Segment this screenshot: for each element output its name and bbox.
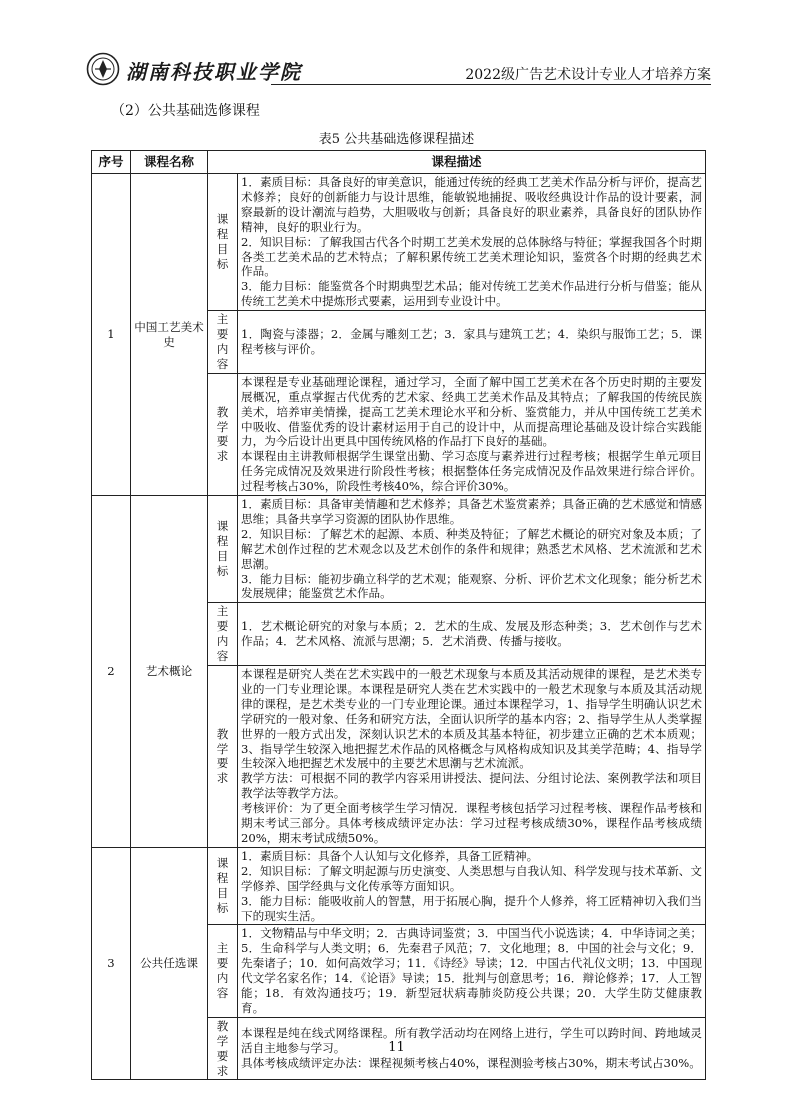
content-paragraph: 3．能力目标：能初步确立科学的艺术观；能观察、分析、评价艺术文化现象；能分析艺术发展规律；能鉴赏艺术作品。 (241, 571, 703, 601)
row-label: 主要内容 (208, 603, 238, 666)
row-label: 课程目标 (208, 847, 238, 925)
content-paragraph: 本课程由主讲教师根据学生课堂出勤、学习态度与素养进行过程考核；根据学生单元项目任务完成情况及效果进行阶段性考核；根据整体任务完成情况及作品效果进行综合评价。过程考核占30%，阶段性考核40%，综合评价30%。 (241, 449, 703, 494)
row-content (238, 373, 706, 495)
header-no: 序号 (92, 151, 131, 174)
course-number: 2 (92, 496, 131, 848)
content-paragraph: 3．能力目标：能鉴赏各个时期典型艺术品；能对传统工艺美术作品进行分析与借鉴；能从传统工艺美术中提炼形式要素，运用到专业设计中。 (241, 279, 703, 309)
table-header-row (92, 151, 706, 174)
content-paragraph: 2．知识目标：了解文明起源与历史演变、人类思想与自我认知、科学发现与技术革新、文学修养、国学经典与文化传承等方面知识。 (241, 863, 703, 893)
section-title: （2）公共基础选修课程 (111, 103, 260, 119)
course-name: 艺术概论 (131, 496, 208, 848)
content-paragraph: 1．素质目标：具备审美情趣和艺术修养；具备艺术鉴赏素养；具备正确的艺术感觉和情感思维；具备共享学习资源的团队协作思维。 (241, 497, 703, 526)
content-paragraph: 教学方法：可根据不同的教学内容采用讲授法、提问法、分组讨论法、案例教学法和项目教学法等教学方法。 (241, 771, 703, 801)
content-paragraph: 考核评价：为了更全面考核学生学习情况．课程考核包括学习过程考核、课程作品考核和期末考试三部分。具体考核成绩评定办法：学习过程考核成绩30%，课程作品考核成绩20%，期末考试成绩50%。 (241, 801, 703, 845)
content-paragraph: 本课程是专业基础理论课程，通过学习，全面了解中国工艺美术在各个历史时期的主要发展概况，重点掌握古代优秀的艺术家、经典工艺美术作品及其特点；了解我国的传统民族美术，培养审美情操，提高工艺美术理论水平和分析、鉴赏能力，并从中国传统工艺美术中吸收、借鉴优秀的设计素材运用于自己的设计中，从而提高理论基础及设计综合实践能力，为今后设计出更具中国传统风格的作品打下良好的基础。 (241, 374, 703, 449)
page-number: 11 (388, 1040, 405, 1055)
row-content (238, 496, 706, 603)
table-row (92, 174, 706, 311)
page-header (86, 50, 711, 90)
school-logo-icon (86, 52, 120, 86)
school-name: 湖南科技职业学院 (126, 60, 302, 84)
course-name: 公共任选课 (131, 847, 208, 1080)
course-number: 3 (92, 847, 131, 1080)
content-paragraph: 本课程是研究人类在艺术实践中的一般艺术现象与本质及其活动规律的课程，是艺术类专业的一门专业理论课。本课程是研究人类在艺术实践中的一般艺术现象与本质及其活动规律的课程，是艺术类专业的一门专业理论课。通过本课程学习，1、指导学生明确认识艺术学研究的一般对象、任务和研究方法，全面认识所学的基本内容；2、指导学生从人类掌握世界的一般方式出发，深刻认识艺术的本质及其基本特征，初步建立正确的艺术本质观；3、指导学生较深入地把握艺术作品的风格概念与风格构成知识及其美学范畴；4、指导学生较深入地把握艺术发展中的主要艺术思潮与艺术流派。 (241, 667, 703, 771)
course-name: 中国工艺美术史 (131, 174, 208, 496)
content-paragraph: 2．知识目标：了解艺术的起源、本质、种类及特征；了解艺术概论的研究对象及本质；了解艺术创作过程的艺术观念以及艺术创作的条件和规律；熟悉艺术风格、艺术流派和艺术思潮。 (241, 526, 703, 571)
row-content (238, 847, 706, 925)
content-paragraph: 3．能力目标：能吸收前人的智慧，用于拓展心胸，提升个人修养，将工匠精神切入我们当下的现实生活。 (241, 893, 703, 923)
content-paragraph: 1．艺术概论研究的对象与本质；2．艺术的生成、发展及形态种类；3．艺术创作与艺术作品；4．艺术风格、流派与思潮；5．艺术消费、传播与接收。 (241, 619, 703, 649)
content-paragraph: 1．素质目标：具备个人认知与文化修养，具备工匠精神。 (241, 848, 539, 863)
content-paragraph: 1．文物精品与中华文明；2．古典诗词鉴赏；3．中国当代小说选读；4．中华诗词之美；5．生命科学与人类文明；6．先秦君子风范；7．文化地理；8．中国的社会与文化；9．先秦诸子；10．如何高效学习；11．《诗经》导读；12．中国古代礼仪文明；13．中国现代文学名家名作；14．《论语》导读；15．批判与创意思考；16．辩论修养；17．人工智能；18．有效沟通技巧；19．新型冠状病毒肺炎防疫公共课；20．大学生防艾健康教育。 (241, 926, 703, 1015)
row-content (238, 925, 706, 1017)
table-row (92, 496, 706, 603)
row-label: 教学要求 (208, 666, 238, 848)
content-paragraph: 本课程是纯在线式网络课程。所有教学活动均在网络上进行，学生可以跨时间、跨地域灵活自主地参与学习。 (241, 1026, 703, 1056)
row-label: 主要内容 (208, 311, 238, 374)
document-title: 2022级广告艺术设计专业人才培养方案 (465, 67, 711, 83)
header-course: 课程名称 (131, 151, 208, 174)
row-label: 教学要求 (208, 373, 238, 495)
content-paragraph: 1．素质目标：具备良好的审美意识，能通过传统的经典工艺美术作品分析与评价，提高艺术修养；良好的创新能力与设计思维，能敏锐地捕捉、吸收经典设计作品的设计要素，洞察最新的设计潮流与趋势，大胆吸收与创新；具备良好的职业素养，具备良好的团队协作精神，良好的职业行为。 (241, 175, 703, 234)
row-content (238, 311, 706, 374)
course-description-table (91, 150, 706, 1080)
table-caption: 表5 公共基础选修课程描述 (318, 132, 475, 147)
content-paragraph: 1．陶瓷与漆器；2．金属与雕刻工艺；3．家具与建筑工艺；4．染织与服饰工艺；5．课程考核与评价。 (241, 327, 703, 356)
row-content (238, 666, 706, 848)
row-content (238, 603, 706, 666)
header-description: 课程描述 (208, 151, 706, 174)
table-row (92, 847, 706, 925)
header-rule (271, 84, 711, 85)
row-label: 课程目标 (208, 174, 238, 311)
row-label: 主要内容 (208, 925, 238, 1017)
row-content (238, 174, 706, 311)
row-label: 课程目标 (208, 496, 238, 603)
content-paragraph: 具体考核成绩评定办法：课程视频考核占40%，课程测验考核占30%，期末考试占30%。 (241, 1056, 701, 1071)
row-label: 教学要求 (208, 1017, 238, 1080)
content-paragraph: 2．知识目标：了解我国古代各个时期工艺美术发展的总体脉络与特征；掌握我国各个时期各类工艺美术品的艺术特点；了解积累传统工艺美术理论知识，鉴赏各个时期的经典艺术作品。 (241, 234, 703, 279)
course-number: 1 (92, 174, 131, 496)
